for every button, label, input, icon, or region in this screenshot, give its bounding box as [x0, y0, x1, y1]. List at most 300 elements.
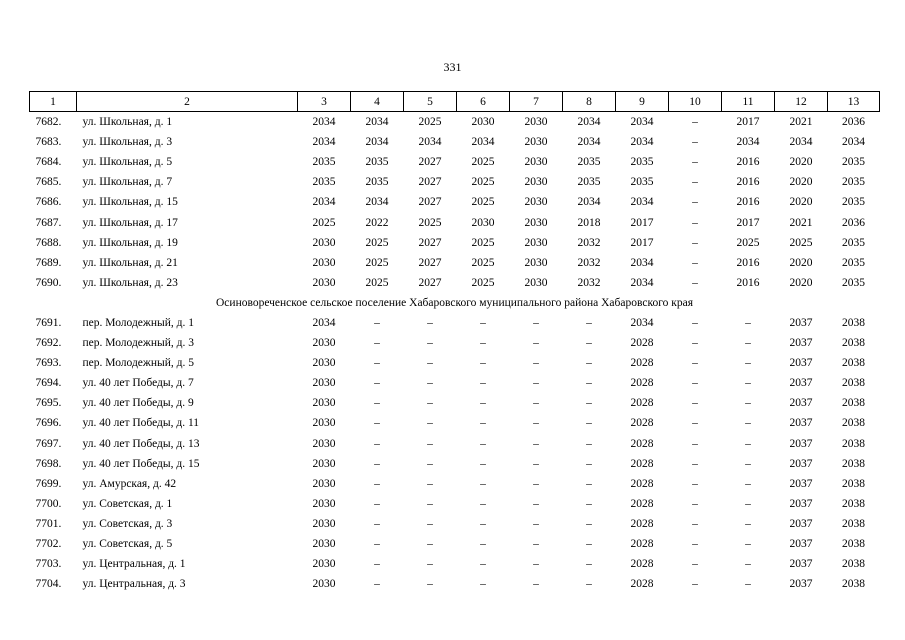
row-value: 2025 — [418, 116, 442, 129]
row-number: 7690. — [35, 276, 62, 289]
row-value: – — [586, 397, 592, 410]
row-value: 2030 — [524, 176, 548, 189]
row-value: – — [586, 517, 592, 530]
row-value: – — [533, 357, 539, 370]
row-value: 2038 — [842, 457, 865, 470]
row-value: – — [692, 357, 698, 370]
row-value: 2030 — [312, 256, 336, 269]
row-value: – — [480, 578, 486, 591]
row-value: – — [586, 437, 592, 450]
row-number: 7704. — [35, 578, 62, 591]
row-value: 2028 — [630, 397, 654, 410]
row-value: 2034 — [630, 256, 654, 269]
row-value: 2035 — [365, 176, 389, 189]
row-value: – — [480, 316, 486, 329]
row-value: 2038 — [842, 558, 865, 571]
row-value: 2030 — [312, 337, 336, 350]
row-value: – — [427, 357, 433, 370]
section-title: Осиновореченское сельское поселение Хабаровского муниципального района Хабаровского края — [216, 296, 693, 309]
row-value: – — [745, 538, 751, 551]
row-number: 7688. — [35, 236, 62, 249]
row-value: 2035 — [577, 176, 601, 189]
row-value: 2030 — [312, 538, 336, 551]
column-header: 5 — [404, 92, 457, 112]
row-value: 2025 — [312, 216, 336, 229]
row-value: 2030 — [312, 417, 336, 430]
row-address: ул. Амурская, д. 42 — [82, 477, 177, 490]
row-value: – — [692, 216, 698, 229]
row-value: 2037 — [789, 437, 813, 450]
row-value: 2030 — [312, 437, 336, 450]
table-row — [30, 454, 880, 474]
row-address: ул. 40 лет Победы, д. 9 — [82, 397, 194, 410]
row-value: – — [745, 337, 751, 350]
row-value: – — [692, 417, 698, 430]
table-row — [30, 313, 880, 333]
row-address: пер. Молодежный, д. 3 — [82, 337, 194, 350]
row-value: – — [427, 437, 433, 450]
row-value: 2030 — [312, 578, 336, 591]
row-value: 2021 — [789, 116, 813, 129]
row-value: 2027 — [418, 176, 442, 189]
row-value: – — [586, 417, 592, 430]
row-value: – — [692, 337, 698, 350]
row-value: – — [374, 417, 380, 430]
row-value: 2035 — [365, 156, 389, 169]
row-value: – — [427, 457, 433, 470]
table-row — [30, 132, 880, 152]
row-value: 2034 — [577, 116, 601, 129]
row-value: – — [586, 357, 592, 370]
row-value: 2025 — [471, 236, 495, 249]
table-row — [30, 554, 880, 574]
row-value: 2038 — [842, 417, 865, 430]
row-value: 2037 — [789, 497, 813, 510]
row-value: 2030 — [524, 276, 548, 289]
row-number: 7703. — [35, 558, 62, 571]
row-value: – — [692, 538, 698, 551]
row-value: 2030 — [524, 196, 548, 209]
row-value: 2020 — [789, 276, 813, 289]
row-value: – — [374, 517, 380, 530]
row-value: – — [480, 517, 486, 530]
row-value: 2037 — [789, 337, 813, 350]
row-value: 2038 — [842, 538, 865, 551]
row-value: 2016 — [736, 176, 760, 189]
row-address: ул. 40 лет Победы, д. 13 — [82, 437, 200, 450]
row-address: ул. Школьная, д. 15 — [82, 196, 178, 209]
row-value: – — [745, 517, 751, 530]
row-value: 2034 — [789, 136, 813, 149]
row-value: – — [586, 457, 592, 470]
row-value: – — [374, 538, 380, 551]
row-value: – — [586, 337, 592, 350]
row-value: – — [692, 316, 698, 329]
table-row — [30, 192, 880, 212]
column-header: 12 — [775, 92, 828, 112]
row-value: 2025 — [471, 276, 495, 289]
row-value: 2034 — [630, 136, 654, 149]
row-value: 2030 — [471, 116, 495, 129]
row-number: 7694. — [35, 377, 62, 390]
row-value: – — [480, 538, 486, 551]
column-header: 1 — [30, 92, 77, 112]
column-header: 11 — [722, 92, 775, 112]
row-number: 7689. — [35, 256, 62, 269]
table-row — [30, 112, 880, 133]
row-value: – — [692, 437, 698, 450]
row-value: – — [374, 578, 380, 591]
row-value: 2034 — [365, 136, 389, 149]
row-value: 2038 — [842, 517, 865, 530]
row-number: 7702. — [35, 538, 62, 551]
row-value: 2030 — [524, 156, 548, 169]
table-row — [30, 574, 880, 594]
row-value: 2028 — [630, 417, 654, 430]
row-number: 7700. — [35, 497, 62, 510]
row-value: 2028 — [630, 558, 654, 571]
row-value: 2034 — [630, 116, 654, 129]
row-value: – — [374, 357, 380, 370]
row-value: 2020 — [789, 196, 813, 209]
row-address: ул. Школьная, д. 23 — [82, 276, 178, 289]
row-value: – — [692, 136, 698, 149]
row-value: – — [745, 437, 751, 450]
housing-table — [29, 91, 880, 594]
row-value: – — [374, 377, 380, 390]
row-value: 2037 — [789, 377, 813, 390]
row-value: – — [374, 337, 380, 350]
table-row — [30, 353, 880, 373]
row-value: – — [427, 538, 433, 551]
row-value: 2025 — [365, 236, 389, 249]
column-header: 8 — [563, 92, 616, 112]
table-row — [30, 514, 880, 534]
row-value: – — [586, 497, 592, 510]
row-value: 2027 — [418, 196, 442, 209]
row-value: 2034 — [471, 136, 495, 149]
column-header: 7 — [510, 92, 563, 112]
row-address: ул. Школьная, д. 3 — [82, 136, 173, 149]
row-value: 2034 — [365, 116, 389, 129]
row-value: 2034 — [630, 276, 654, 289]
row-value: – — [692, 477, 698, 490]
row-value: 2021 — [789, 216, 813, 229]
row-value: 2035 — [312, 176, 336, 189]
row-address: ул. Центральная, д. 3 — [82, 578, 186, 591]
row-value: – — [745, 497, 751, 510]
row-value: 2038 — [842, 337, 865, 350]
row-value: 2034 — [577, 196, 601, 209]
row-value: – — [427, 417, 433, 430]
row-number: 7693. — [35, 357, 62, 370]
row-address: ул. Школьная, д. 21 — [82, 256, 178, 269]
row-value: 2030 — [524, 136, 548, 149]
row-value: – — [480, 337, 486, 350]
row-value: 2036 — [842, 116, 865, 129]
row-value: – — [480, 377, 486, 390]
row-address: ул. Школьная, д. 1 — [82, 116, 173, 129]
row-value: 2038 — [842, 357, 865, 370]
row-value: 2035 — [842, 156, 865, 169]
row-value: 2032 — [577, 236, 601, 249]
row-value: 2030 — [312, 236, 336, 249]
row-value: – — [427, 517, 433, 530]
row-address: ул. Школьная, д. 19 — [82, 236, 178, 249]
row-value: – — [745, 397, 751, 410]
row-value: 2037 — [789, 457, 813, 470]
table-row — [30, 172, 880, 192]
table-row — [30, 333, 880, 353]
row-value: 2034 — [630, 316, 654, 329]
row-value: – — [586, 377, 592, 390]
row-value: 2034 — [312, 196, 336, 209]
row-value: 2030 — [312, 517, 336, 530]
table-row — [30, 494, 880, 514]
row-value: – — [533, 477, 539, 490]
row-value: – — [480, 477, 486, 490]
row-value: 2020 — [789, 156, 813, 169]
row-value: – — [374, 558, 380, 571]
row-value: – — [533, 538, 539, 551]
row-address: ул. 40 лет Победы, д. 15 — [82, 457, 200, 470]
row-address: ул. Советская, д. 5 — [82, 538, 173, 551]
row-value: – — [533, 417, 539, 430]
row-value: 2030 — [312, 276, 336, 289]
row-value: – — [745, 578, 751, 591]
header-row — [30, 92, 880, 112]
row-value: 2027 — [418, 256, 442, 269]
row-value: 2016 — [736, 276, 760, 289]
row-value: – — [745, 417, 751, 430]
row-value: 2035 — [842, 196, 865, 209]
row-value: 2037 — [789, 517, 813, 530]
row-value: – — [745, 377, 751, 390]
row-value: – — [427, 497, 433, 510]
row-value: – — [692, 156, 698, 169]
row-value: 2017 — [630, 216, 654, 229]
table-row — [30, 393, 880, 413]
row-value: 2037 — [789, 538, 813, 551]
row-value: – — [745, 457, 751, 470]
row-value: 2035 — [842, 176, 865, 189]
row-value: – — [374, 457, 380, 470]
row-value: 2034 — [365, 196, 389, 209]
row-value: – — [692, 497, 698, 510]
row-number: 7699. — [35, 477, 62, 490]
table-row — [30, 474, 880, 494]
row-value: 2030 — [524, 256, 548, 269]
row-value: – — [692, 377, 698, 390]
row-value: 2028 — [630, 578, 654, 591]
row-value: 2034 — [312, 316, 336, 329]
row-value: 2025 — [736, 236, 760, 249]
section-body — [30, 293, 880, 313]
row-value: – — [427, 558, 433, 571]
row-value: 2034 — [630, 196, 654, 209]
row-value: 2025 — [471, 156, 495, 169]
page-number: 331 — [443, 60, 462, 74]
row-number: 7686. — [35, 196, 62, 209]
row-value: 2025 — [471, 196, 495, 209]
row-value: – — [586, 538, 592, 551]
row-number: 7696. — [35, 417, 62, 430]
row-value: 2030 — [312, 558, 336, 571]
row-value: 2037 — [789, 417, 813, 430]
row-value: 2028 — [630, 457, 654, 470]
row-value: – — [427, 377, 433, 390]
row-value: 2038 — [842, 316, 865, 329]
row-value: 2016 — [736, 196, 760, 209]
row-value: – — [745, 316, 751, 329]
row-value: 2030 — [524, 216, 548, 229]
row-value: – — [745, 477, 751, 490]
row-value: 2025 — [789, 236, 813, 249]
row-value: 2038 — [842, 397, 865, 410]
row-value: 2016 — [736, 156, 760, 169]
row-address: ул. 40 лет Победы, д. 7 — [82, 377, 194, 390]
row-value: – — [374, 397, 380, 410]
row-value: – — [533, 457, 539, 470]
row-address: ул. Школьная, д. 5 — [82, 156, 173, 169]
row-value: 2032 — [577, 276, 601, 289]
row-value: – — [533, 497, 539, 510]
column-header: 4 — [351, 92, 404, 112]
table-row — [30, 434, 880, 454]
row-value: 2030 — [471, 216, 495, 229]
column-header: 10 — [669, 92, 722, 112]
row-value: – — [480, 437, 486, 450]
row-value: 2037 — [789, 558, 813, 571]
row-value: 2017 — [736, 216, 760, 229]
row-value: 2035 — [842, 256, 865, 269]
row-value: 2028 — [630, 497, 654, 510]
row-value: – — [427, 397, 433, 410]
row-number: 7685. — [35, 176, 62, 189]
row-value: 2038 — [842, 578, 865, 591]
row-value: – — [374, 437, 380, 450]
row-value: 2035 — [630, 176, 654, 189]
row-value: – — [692, 558, 698, 571]
table-row — [30, 152, 880, 172]
row-value: 2027 — [418, 156, 442, 169]
row-value: 2028 — [630, 357, 654, 370]
row-value: – — [480, 497, 486, 510]
row-value: – — [533, 397, 539, 410]
row-value: – — [745, 558, 751, 571]
row-value: – — [692, 256, 698, 269]
row-value: – — [533, 558, 539, 571]
row-value: – — [427, 316, 433, 329]
row-address: ул. 40 лет Победы, д. 11 — [82, 417, 200, 430]
row-value: 2028 — [630, 538, 654, 551]
table-body-after — [30, 313, 880, 594]
table-body-before — [30, 112, 880, 293]
table-row — [30, 233, 880, 253]
row-value: 2025 — [471, 176, 495, 189]
row-value: 2017 — [630, 236, 654, 249]
row-address: ул. Советская, д. 1 — [82, 497, 173, 510]
row-value: – — [586, 477, 592, 490]
row-value: 2035 — [842, 276, 865, 289]
row-value: 2025 — [418, 216, 442, 229]
table-header — [30, 92, 880, 112]
column-header: 3 — [298, 92, 351, 112]
row-value: 2030 — [524, 236, 548, 249]
row-value: – — [692, 236, 698, 249]
row-number: 7683. — [35, 136, 62, 149]
row-value: 2027 — [418, 276, 442, 289]
row-value: – — [692, 457, 698, 470]
row-value: – — [586, 558, 592, 571]
row-value: 2034 — [312, 136, 336, 149]
row-value: 2028 — [630, 437, 654, 450]
row-value: 2028 — [630, 477, 654, 490]
row-address: ул. Школьная, д. 7 — [82, 176, 173, 189]
table-row — [30, 373, 880, 393]
row-value: 2025 — [471, 256, 495, 269]
row-value: – — [480, 397, 486, 410]
row-value: 2037 — [789, 477, 813, 490]
row-value: 2027 — [418, 236, 442, 249]
row-value: – — [480, 558, 486, 571]
row-value: – — [533, 578, 539, 591]
row-number: 7691. — [35, 316, 62, 329]
row-value: – — [692, 578, 698, 591]
row-value: – — [374, 477, 380, 490]
row-value: 2030 — [312, 477, 336, 490]
column-header: 6 — [457, 92, 510, 112]
row-number: 7684. — [35, 156, 62, 169]
column-header: 13 — [828, 92, 880, 112]
row-value: 2025 — [365, 256, 389, 269]
row-address: ул. Советская, д. 3 — [82, 517, 173, 530]
row-value: 2022 — [365, 216, 389, 229]
row-value: 2030 — [312, 357, 336, 370]
row-value: 2036 — [842, 216, 865, 229]
row-value: 2037 — [789, 397, 813, 410]
row-number: 7697. — [35, 437, 62, 450]
table-row — [30, 253, 880, 273]
row-value: – — [692, 397, 698, 410]
row-value: 2030 — [312, 377, 336, 390]
table-row — [30, 534, 880, 554]
row-value: 2016 — [736, 256, 760, 269]
row-value: 2037 — [789, 316, 813, 329]
row-value: 2035 — [630, 156, 654, 169]
row-number: 7698. — [35, 457, 62, 470]
table-row — [30, 212, 880, 232]
row-value: – — [533, 517, 539, 530]
row-value: – — [480, 417, 486, 430]
row-value: 2018 — [577, 216, 601, 229]
row-value: – — [692, 176, 698, 189]
row-value: 2017 — [736, 116, 760, 129]
section-row — [30, 293, 880, 313]
row-value: 2020 — [789, 256, 813, 269]
row-value: 2037 — [789, 357, 813, 370]
row-value: 2030 — [312, 397, 336, 410]
row-value: – — [427, 477, 433, 490]
row-value: 2037 — [789, 578, 813, 591]
table-row — [30, 273, 880, 293]
row-value: – — [692, 517, 698, 530]
row-value: 2034 — [312, 116, 336, 129]
row-number: 7682. — [35, 116, 62, 129]
row-value: 2028 — [630, 517, 654, 530]
row-value: 2035 — [577, 156, 601, 169]
row-value: – — [533, 316, 539, 329]
